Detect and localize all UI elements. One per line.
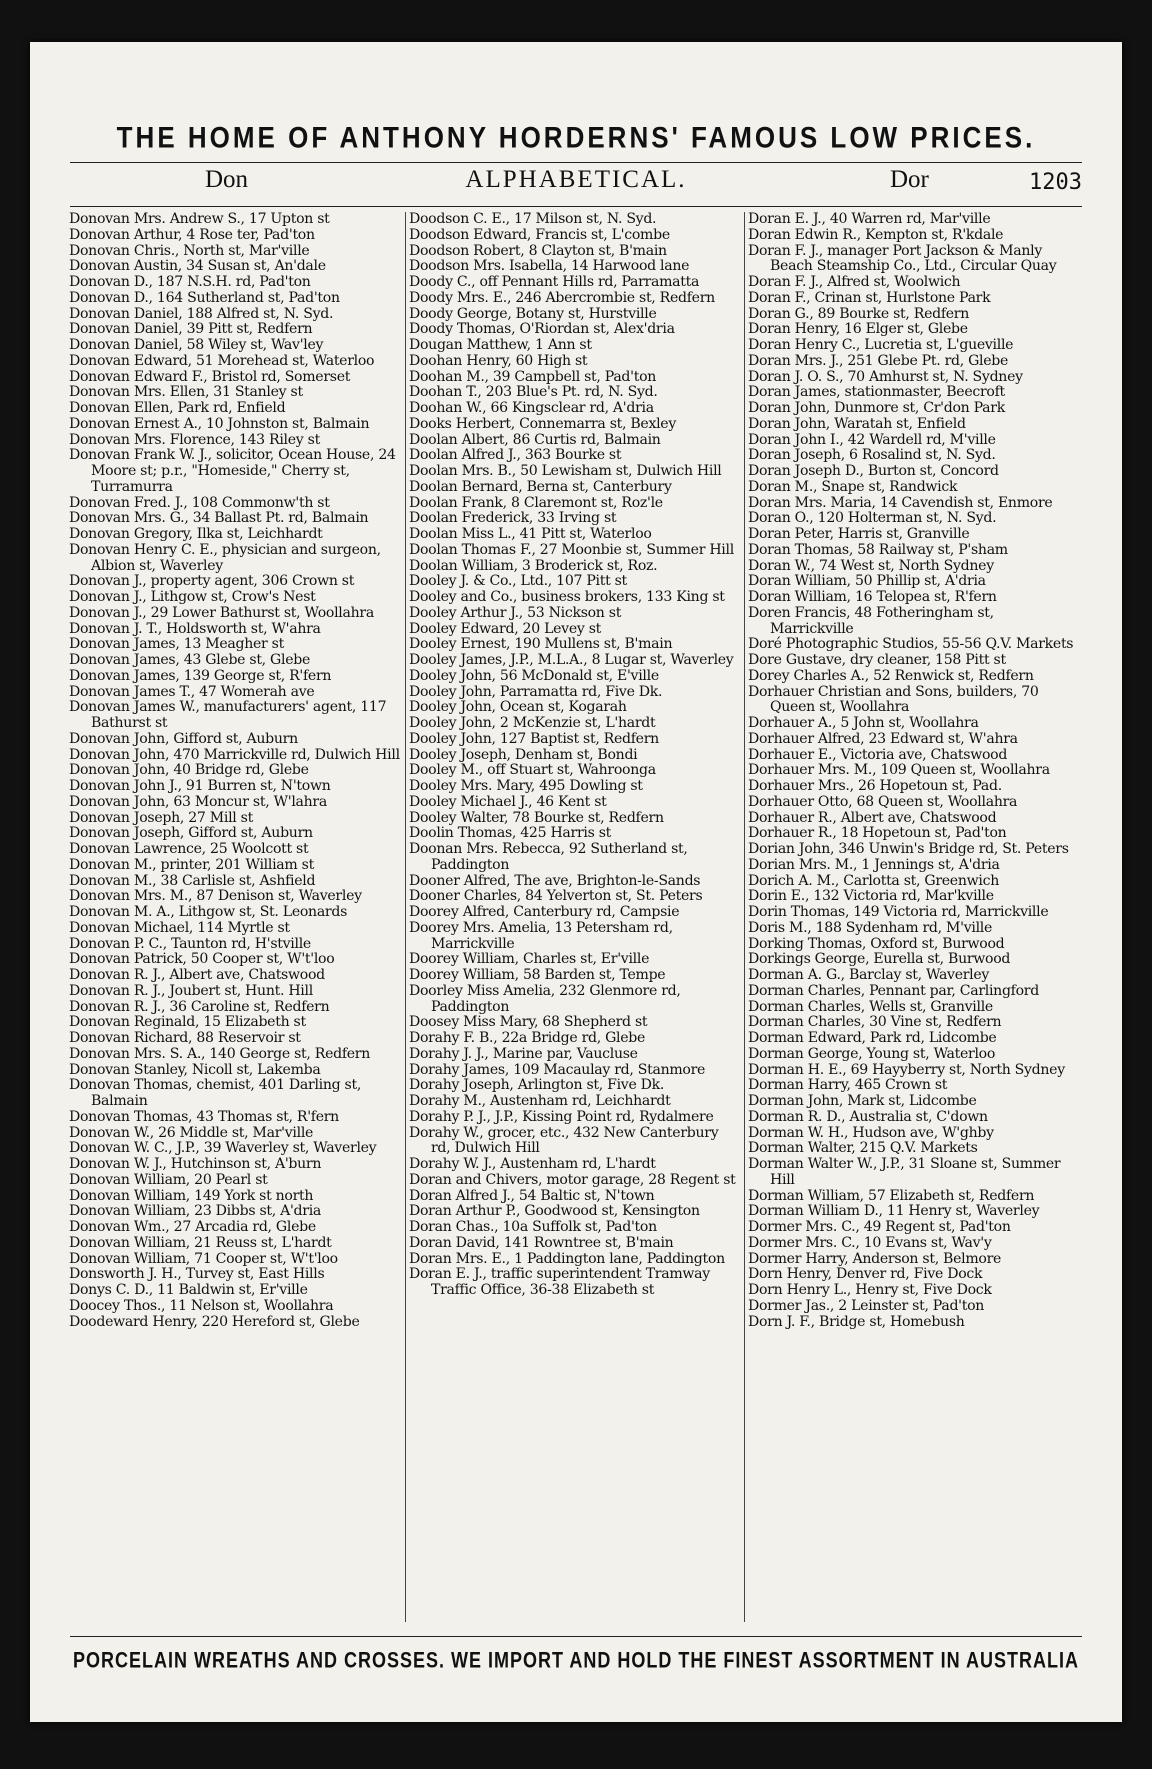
banner-rule: [70, 162, 1082, 163]
directory-entry: Doonan Mrs. Rebecca, 92 Sutherland st, Paddington: [409, 841, 688, 873]
directory-entry: Donovan William, 23 Dibbs st, A'dria: [69, 1203, 322, 1220]
directory-entry: Donovan Daniel, 39 Pitt st, Redfern: [69, 321, 313, 338]
directory-entry: Dorhauer Mrs. M., 109 Queen st, Woollahra: [748, 762, 1050, 779]
directory-entry: Dorman Charles, 30 Vine st, Redfern: [748, 1014, 1002, 1031]
footer-rule: [70, 1636, 1082, 1637]
directory-entry: Doolan Thomas F., 27 Moonbie st, Summer Hill: [409, 541, 734, 558]
directory-entry: Doosey Miss Mary, 68 Shepherd st: [409, 1014, 648, 1031]
directory-entry: Dorman Charles, Wells st, Granville: [748, 998, 993, 1015]
directory-entry: Dooley Edward, 20 Levey st: [409, 620, 602, 637]
directory-entry: Dooley Ernest, 190 Mullens st, B'main: [409, 636, 673, 653]
directory-entry: Doohan T., 203 Blue's Pt. rd, N. Syd.: [409, 384, 658, 401]
directory-entry: Doorey William, 58 Barden st, Tempe: [409, 967, 666, 983]
directory-entry: Doodson Mrs. Isabella, 14 Harwood lane: [409, 258, 690, 275]
directory-entry: Doran O., 120 Holterman st, N. Syd.: [748, 510, 997, 527]
directory-entry: Dooner Alfred, The ave, Brighton-le-Sands: [409, 872, 701, 889]
directory-entry: Doran James, stationmaster, Beecroft: [748, 384, 1005, 401]
directory-entry: Doran G., 89 Bourke st, Redfern: [748, 305, 970, 322]
directory-entry: Dorich A. M., Carlotta st, Greenwich: [748, 872, 999, 889]
column-2: [405, 212, 744, 1622]
directory-entry: Doran Joseph D., Burton st, Concord: [748, 463, 999, 479]
directory-entry: Doran F., Crinan st, Hurlstone Park: [748, 289, 991, 306]
directory-entry: Dorn Henry, Denver rd, Five Dock: [748, 1266, 983, 1283]
directory-entry: Dorin Thomas, 149 Victoria rd, Marrickville: [748, 904, 1049, 920]
directory-entry: Donovan W., 26 Middle st, Mar'ville: [69, 1124, 314, 1141]
directory-entry: Donovan Ellen, Park rd, Enfield: [69, 400, 286, 416]
directory-entry: Donovan James, 139 George st, R'fern: [69, 667, 332, 684]
directory-entry: Dorin E., 132 Victoria rd, Mar'kville: [748, 888, 994, 905]
directory-entry: Donovan James W., manufacturers' agent, 117 Bathurst st: [69, 699, 387, 731]
directory-entry: Donovan William, 149 York st north: [69, 1187, 314, 1204]
header-right-guide: Dor: [890, 166, 929, 193]
directory-entry: Donovan Frank W. J., solicitor, Ocean House, 24 Moore st; p.r., "Homeside," Cherry st, Turramurra: [69, 447, 396, 495]
directory-entry: Doodeward Henry, 220 Hereford st, Glebe: [69, 1313, 360, 1330]
directory-entry: Doran Alfred J., 54 Baltic st, N'town: [409, 1187, 655, 1204]
directory-entry: Doran M., Snape st, Randwick: [748, 478, 958, 495]
directory-entry: Doolan Miss L., 41 Pitt st, Waterloo: [409, 526, 652, 542]
directory-entry: Dorhauer A., 5 John st, Woollahra: [748, 715, 979, 731]
directory-entry: Dooley John, Parramatta rd, Five Dk.: [409, 683, 663, 700]
directory-entry: Dorhauer R., 18 Hopetoun st, Pad'ton: [748, 825, 1007, 842]
directory-entry: Doody Thomas, O'Riordan st, Alex'dria: [409, 321, 675, 338]
directory-entry: Dorahy W., grocer, etc., 432 New Canterbury rd, Dulwich Hill: [409, 1124, 719, 1157]
directory-entry: Doran David, 141 Rowntree st, B'main: [409, 1234, 674, 1251]
directory-entry: Dougan Matthew, 1 Ann st: [409, 337, 592, 353]
directory-entry: Donovan Thomas, chemist, 401 Darling st, Balmain: [69, 1077, 362, 1109]
directory-entry: Dormer Mrs. C., 10 Evans st, Wav'y: [748, 1234, 992, 1251]
directory-entry: Donovan M., 38 Carlisle st, Ashfield: [69, 872, 316, 889]
directory-entry: Doran Henry C., Lucretia st, L'gueville: [748, 337, 1014, 353]
directory-entry: Dore Gustave, dry cleaner, 158 Pitt st: [748, 652, 1006, 668]
directory-entry: Doodson C. E., 17 Milson st, N. Syd.: [409, 212, 657, 227]
directory-entry: Dorhauer R., Albert ave, Chatswood: [748, 809, 997, 826]
directory-entry: Donys C. D., 11 Baldwin st, Er'ville: [69, 1282, 308, 1298]
directory-entry: Dorman H. E., 69 Hayyberry st, North Sydney: [748, 1061, 1065, 1078]
directory-entry: Dooley Michael J., 46 Kent st: [409, 793, 607, 810]
directory-entry: Doran Mrs. J., 251 Glebe Pt. rd, Glebe: [748, 352, 1009, 369]
directory-entry: Dorahy M., Austenham rd, Leichhardt: [409, 1093, 671, 1109]
directory-entry: Dooley J. & Co., Ltd., 107 Pitt st: [409, 573, 627, 590]
directory-entry: Dooks Herbert, Connemarra st, Bexley: [409, 415, 677, 432]
directory-entry: Dorn Henry L., Henry st, Five Dock: [748, 1282, 992, 1298]
directory-entry: Dorkings George, Eurella st, Burwood: [748, 951, 1011, 968]
directory-entry: Doran E. J., traffic superintendent Tramway Traffic Office, 36-38 Elizabeth st: [409, 1266, 710, 1298]
directory-entry: Donovan John J., 91 Burren st, N'town: [69, 778, 331, 794]
header-section-title: ALPHABETICAL.: [465, 166, 687, 193]
directory-entry: Dooley Walter, 78 Bourke st, Redfern: [409, 809, 664, 826]
directory-entry: Dooley James, J.P., M.L.A., 8 Lugar st, Waverley: [409, 652, 734, 668]
directory-entry: Dorman George, Young st, Waterloo: [748, 1045, 996, 1062]
directory-entry: Dorman William, 57 Elizabeth st, Redfern: [748, 1187, 1035, 1204]
directory-entry: Doolan Frank, 8 Claremont st, Roz'le: [409, 494, 663, 511]
directory-entry: Doren Francis, 48 Fotheringham st, Marrickville: [748, 604, 994, 637]
directory-entry: Doohan W., 66 Kingsclear rd, A'dria: [409, 400, 654, 416]
directory-entry: Donovan James, 13 Meagher st: [69, 636, 284, 653]
column-1: [66, 212, 405, 1622]
directory-entry: Donovan Reginald, 15 Elizabeth st: [69, 1014, 306, 1031]
directory-entry: Donovan Mrs. M., 87 Denison st, Waverley: [69, 888, 362, 905]
directory-entry: Dorey Charles A., 52 Renwick st, Redfern: [748, 667, 1034, 684]
page-number: 1203: [1029, 170, 1082, 195]
directory-entry: Donovan William, 71 Cooper st, W't'loo: [69, 1250, 338, 1267]
directory-entry: Donovan William, 21 Reuss st, L'hardt: [69, 1234, 332, 1251]
header-left-guide: Don: [205, 166, 249, 193]
directory-entry: Donovan John, 40 Bridge rd, Glebe: [69, 762, 309, 779]
directory-entry: Dorman Edward, Park rd, Lidcombe: [748, 1030, 997, 1046]
directory-entry: Donovan Austin, 34 Susan st, An'dale: [69, 258, 326, 275]
directory-entry: Donsworth J. H., Turvey st, East Hills: [69, 1266, 325, 1283]
directory-entry: Donovan Gregory, Ilka st, Leichhardt: [69, 526, 323, 542]
directory-entry: Doodson Robert, 8 Clayton st, B'main: [409, 242, 667, 259]
directory-entry: Dorahy Joseph, Arlington st, Five Dk.: [409, 1077, 665, 1094]
directory-entry: Donovan James, 43 Glebe st, Glebe: [69, 652, 311, 668]
directory-entry: Doran John I., 42 Wardell rd, M'ville: [748, 431, 996, 448]
directory-entry: Dorahy J. J., Marine par, Vaucluse: [409, 1045, 638, 1062]
directory-entry: Dorian John, 346 Unwin's Bridge rd, St. Peters: [748, 841, 1069, 857]
directory-entry: Donovan Daniel, 188 Alfred st, N. Syd.: [69, 305, 334, 322]
directory-entry: Donovan Fred. J., 108 Commonw'th st: [69, 494, 330, 511]
page-footer-advert: PORCELAIN WREATHS AND CROSSES. WE IMPORT AND HOLD THE FINEST ASSORTMENT IN AUSTRALIA: [73, 1647, 1079, 1673]
directory-entry: Donovan J. T., Holdsworth st, W'ahra: [69, 620, 321, 637]
directory-entry: Doody C., off Pennant Hills rd, Parramatta: [409, 274, 700, 290]
directory-entry: Dorman W. H., Hudson ave, W'ghby: [748, 1124, 994, 1141]
directory-entry: Donovan James T., 47 Womerah ave: [69, 683, 315, 700]
directory-entry: Doré Photographic Studios, 55-56 Q.V. Markets: [748, 636, 1074, 653]
directory-entry: Dormer Mrs. C., 49 Regent st, Pad'ton: [748, 1219, 1011, 1235]
page-header: [70, 166, 1082, 204]
directory-entry: Doran Arthur P., Goodwood st, Kensington: [409, 1203, 700, 1220]
directory-entry: Doran and Chivers, motor garage, 28 Regent st: [409, 1171, 736, 1188]
directory-entry: Donovan John, 470 Marrickville rd, Dulwich Hill: [69, 746, 400, 763]
directory-entry: Doran F. J., manager Port Jackson & Manly Beach Steamship Co., Ltd., Circular Quay: [748, 242, 1057, 275]
directory-entry: Donovan M. A., Lithgow st, St. Leonards: [69, 904, 348, 920]
directory-entry: Donovan D., 164 Sutherland st, Pad'ton: [69, 289, 340, 306]
directory-entry: Dooley Mrs. Mary, 495 Dowling st: [409, 778, 643, 794]
directory-entry: Donovan Edward F., Bristol rd, Somerset: [69, 368, 351, 385]
directory-entry: Donovan Daniel, 58 Wiley st, Wav'ley: [69, 337, 324, 353]
directory-entry: Donovan D., 187 N.S.H. rd, Pad'ton: [69, 274, 311, 290]
directory-entry: Donovan Michael, 114 Myrtle st: [69, 919, 290, 936]
directory-entry: Dorahy W. J., Austenham rd, L'hardt: [409, 1156, 656, 1172]
directory-entry: Dorman Walter W., J.P., 31 Sloane st, Summer Hill: [748, 1156, 1061, 1188]
directory-entry: Donovan Joseph, 27 Mill st: [69, 809, 253, 826]
directory-entry: Donovan W. J., Hutchinson st, A'burn: [69, 1156, 322, 1172]
column-3: [744, 212, 1083, 1622]
directory-entry: Dormer Jas., 2 Leinster st, Pad'ton: [748, 1297, 985, 1314]
directory-entry: Donovan Mrs. G., 34 Ballast Pt. rd, Balmain: [69, 510, 369, 527]
directory-entry: Doran Mrs. Maria, 14 Cavendish st, Enmore: [748, 494, 1053, 511]
directory-entry: Doran Chas., 10a Suffolk st, Pad'ton: [409, 1219, 657, 1235]
directory-entry: Dorhauer Alfred, 23 Edward st, W'ahra: [748, 730, 1018, 747]
page-banner: THE HOME OF ANTHONY HORDERNS' FAMOUS LOW PRICES.: [116, 119, 1036, 155]
directory-entry: Dorman R. D., Australia st, C'down: [748, 1108, 988, 1125]
directory-entry: Donovan J., 29 Lower Bathurst st, Woollahra: [69, 604, 374, 621]
directory-entry: Donovan J., Lithgow st, Crow's Nest: [69, 589, 316, 605]
directory-entry: Donovan Henry C. E., physician and surgeon, Albion st, Waverley: [69, 541, 381, 574]
directory-entry: Doolan Alfred J., 363 Bourke st: [409, 447, 622, 464]
directory-entry: Donovan M., printer, 201 William st: [69, 856, 314, 873]
directory-entry: Doran Edwin R., Kempton st, R'kdale: [748, 226, 1004, 243]
directory-entry: Dorhauer Mrs., 26 Hopetoun st, Pad.: [748, 778, 1002, 794]
directory-entry: Donovan William, 20 Pearl st: [69, 1171, 268, 1188]
directory-entry: Doody George, Botany st, Hurstville: [409, 305, 657, 322]
directory-entry: Dorking Thomas, Oxford st, Burwood: [748, 935, 1005, 952]
directory-entry: Donovan Mrs. Ellen, 31 Stanley st: [69, 384, 303, 401]
directory-entry: Donovan Joseph, Gifford st, Auburn: [69, 825, 313, 842]
directory-entry: Doran F. J., Alfred st, Woolwich: [748, 274, 961, 290]
directory-entry: Doran John, Waratah st, Enfield: [748, 415, 966, 432]
directory-entry: Donovan Mrs. Andrew S., 17 Upton st: [69, 212, 330, 227]
directory-entry: Donovan Chris., North st, Mar'ville: [69, 242, 310, 259]
directory-entry: Dorman John, Mark st, Lidcombe: [748, 1093, 977, 1109]
directory-entry: Donovan J., property agent, 306 Crown st: [69, 573, 355, 590]
directory-entry: Dooley John, 127 Baptist st, Redfern: [409, 730, 659, 747]
directory-entry: Donovan R. J., 36 Caroline st, Redfern: [69, 998, 330, 1015]
directory-entry: Donovan John, Gifford st, Auburn: [69, 730, 298, 747]
directory-entry: Donovan Mrs. S. A., 140 George st, Redfern: [69, 1045, 371, 1062]
directory-entry: Dooley John, 2 McKenzie st, L'hardt: [409, 715, 656, 731]
directory-entry: Dorahy James, 109 Macaulay rd, Stanmore: [409, 1061, 706, 1078]
directory-entry: Doorey Alfred, Canterbury rd, Campsie: [409, 904, 680, 920]
directory-entry: Donovan P. C., Taunton rd, H'stville: [69, 935, 311, 952]
directory-entry: Doran Mrs. E., 1 Paddington lane, Paddington: [409, 1250, 725, 1267]
directory-entry: Doran J. O. S., 70 Amhurst st, N. Sydney: [748, 368, 1023, 385]
directory-entry: Dooley John, Ocean st, Kogarah: [409, 699, 627, 716]
directory-entry: Dooner Charles, 84 Yelverton st, St. Peters: [409, 888, 703, 905]
directory-entry: Dorhauer E., Victoria ave, Chatswood: [748, 746, 1008, 763]
directory-entry: Doolan Frederick, 33 Irving st: [409, 510, 617, 527]
directory-entry: Dooley Arthur J., 53 Nickson st: [409, 604, 622, 621]
directory-entry: Doorey William, Charles st, Er'ville: [409, 951, 650, 968]
directory-entry: Doocey Thos., 11 Nelson st, Woollahra: [69, 1297, 334, 1314]
directory-entry: Dooley John, 56 McDonald st, E'ville: [409, 667, 659, 684]
directory-entry: Donovan Thomas, 43 Thomas st, R'fern: [69, 1108, 339, 1125]
directory-entry: Dooley Joseph, Denham st, Bondi: [409, 746, 638, 763]
directory-entry: Doody Mrs. E., 246 Abercrombie st, Redfern: [409, 289, 715, 306]
directory-entry: Donovan Wm., 27 Arcadia rd, Glebe: [69, 1219, 316, 1235]
directory-entry: Donovan Mrs. Florence, 143 Riley st: [69, 431, 320, 448]
directory-entry: Doolan William, 3 Broderick st, Roz.: [409, 557, 658, 574]
directory-entry: Doodson Edward, Francis st, L'combe: [409, 226, 670, 243]
directory-entry: Doohan Henry, 60 High st: [409, 352, 588, 369]
directory-entry: Dorman Walter, 215 Q.V. Markets: [748, 1140, 978, 1157]
directory-entry: Doran W., 74 West st, North Sydney: [748, 557, 994, 574]
directory-entry: Dorahy P. J., J.P., Kissing Point rd, Rydalmere: [409, 1108, 714, 1125]
directory-entry: Donovan Arthur, 4 Rose ter, Pad'ton: [69, 226, 315, 243]
directory-entry: Doris M., 188 Sydenham rd, M'ville: [748, 919, 993, 936]
directory-entry: Dormer Harry, Anderson st, Belmore: [748, 1250, 1002, 1267]
directory-entry: Dooley and Co., business brokers, 133 King st: [409, 589, 725, 605]
directory-entry: Dorahy F. B., 22a Bridge rd, Glebe: [409, 1030, 646, 1046]
directory-entry: Doran Peter, Harris st, Granville: [748, 526, 970, 542]
directory-entry: Doohan M., 39 Campbell st, Pad'ton: [409, 368, 657, 385]
directory-entry: Dorn J. F., Bridge st, Homebush: [748, 1313, 965, 1330]
directory-entry: Doorley Miss Amelia, 232 Glenmore rd, Paddington: [409, 982, 681, 1015]
directory-entry: Donovan W. C., J.P., 39 Waverley st, Waverley: [69, 1140, 377, 1157]
directory-columns: [66, 212, 1084, 1622]
directory-entry: Doolan Bernard, Berna st, Canterbury: [409, 478, 672, 495]
directory-entry: Dorman Charles, Pennant par, Carlingford: [748, 982, 1039, 999]
directory-entry: Donovan Richard, 88 Reservoir st: [69, 1030, 301, 1046]
directory-entry: Doran William, 50 Phillip st, A'dria: [748, 573, 986, 590]
directory-entry: Dooley M., off Stuart st, Wahroonga: [409, 762, 656, 779]
directory-entry: Dorman Harry, 465 Crown st: [748, 1077, 948, 1094]
directory-entry: Doorey Mrs. Amelia, 13 Petersham rd, Marrickville: [409, 919, 673, 952]
directory-entry: Doolan Albert, 86 Curtis rd, Balmain: [409, 431, 661, 448]
directory-entry: Donovan Patrick, 50 Cooper st, W't'loo: [69, 951, 335, 968]
directory-entry: Doran William, 16 Telopea st, R'fern: [748, 589, 997, 605]
directory-entry: Donovan John, 63 Moncur st, W'lahra: [69, 793, 327, 810]
directory-page: [30, 42, 1122, 1722]
directory-entry: Dorian Mrs. M., 1 Jennings st, A'dria: [748, 856, 1000, 873]
directory-entry: Doolin Thomas, 425 Harris st: [409, 825, 612, 842]
directory-entry: Doran Thomas, 58 Railway st, P'sham: [748, 541, 1008, 558]
directory-entry: Doran Joseph, 6 Rosalind st, N. Syd.: [748, 447, 996, 464]
directory-entry: Doolan Mrs. B., 50 Lewisham st, Dulwich Hill: [409, 463, 722, 479]
header-rule: [70, 206, 1082, 207]
directory-entry: Dorman William D., 11 Henry st, Waverley: [748, 1203, 1040, 1220]
directory-entry: Donovan Edward, 51 Morehead st, Waterloo: [69, 352, 375, 369]
directory-entry: Dorman A. G., Barclay st, Waverley: [748, 967, 990, 983]
directory-entry: Dorhauer Otto, 68 Queen st, Woollahra: [748, 793, 1018, 810]
directory-entry: Donovan Ernest A., 10 Johnston st, Balmain: [69, 415, 370, 432]
directory-entry: Donovan R. J., Joubert st, Hunt. Hill: [69, 982, 313, 999]
directory-entry: Donovan Lawrence, 25 Woolcott st: [69, 841, 309, 857]
directory-entry: Doran E. J., 40 Warren rd, Mar'ville: [748, 212, 991, 227]
directory-entry: Donovan R. J., Albert ave, Chatswood: [69, 967, 325, 983]
directory-entry: Doran Henry, 16 Elger st, Glebe: [748, 321, 968, 338]
directory-entry: Doran John, Dunmore st, Cr'don Park: [748, 400, 1005, 416]
directory-entry: Donovan Stanley, Nicoll st, Lakemba: [69, 1061, 321, 1078]
directory-entry: Dorhauer Christian and Sons, builders, 70 Queen st, Woollahra: [748, 683, 1039, 716]
